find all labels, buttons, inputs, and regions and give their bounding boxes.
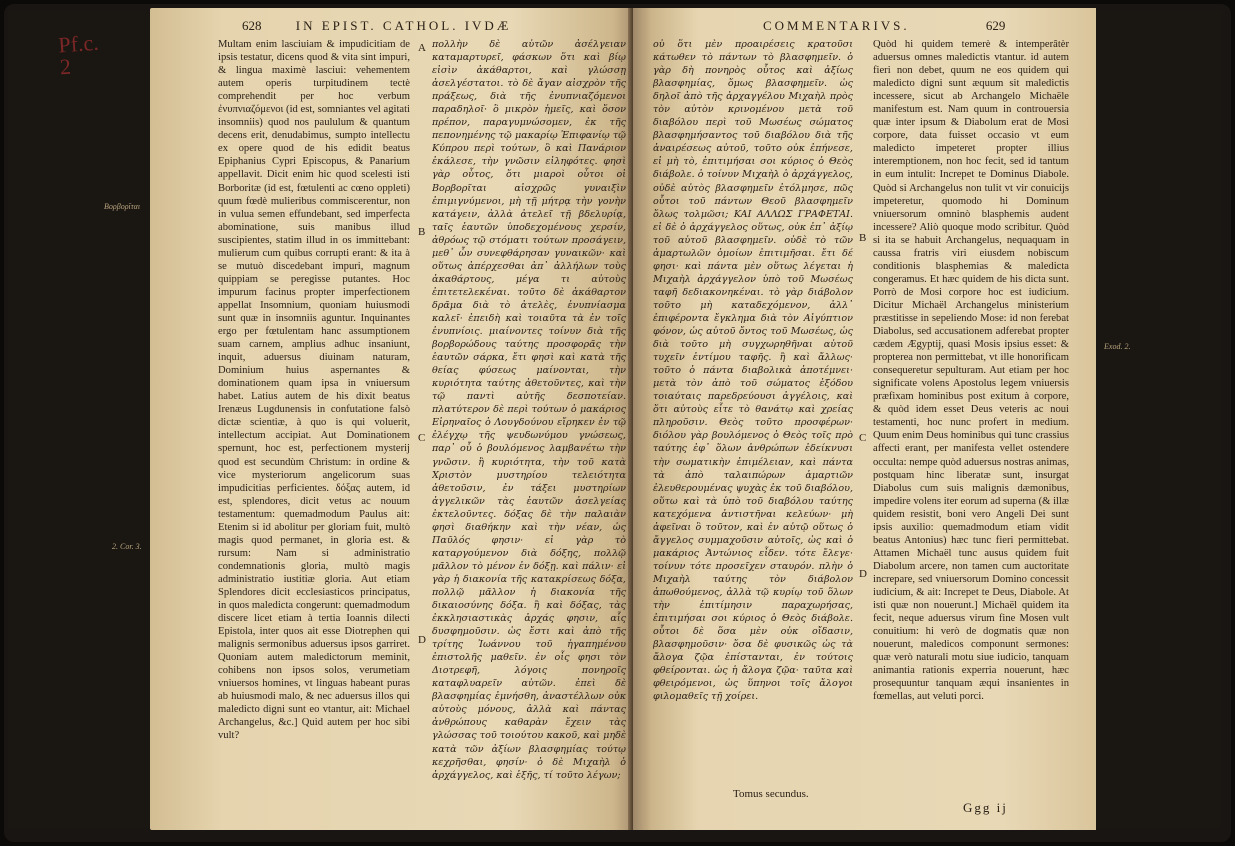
left-book-edge bbox=[8, 10, 150, 828]
right-latin-column bbox=[873, 38, 1069, 783]
left-page bbox=[150, 8, 633, 830]
right-page-number: 629 bbox=[985, 18, 1006, 33]
library-stamp bbox=[58, 30, 133, 105]
column-letter-d-right: D bbox=[859, 568, 867, 580]
left-running-title: IN EPIST. CATHOL. IVDÆ bbox=[295, 18, 512, 33]
signature-mark: Ggg ij bbox=[963, 800, 1008, 815]
column-letter-c-right: C bbox=[859, 432, 867, 444]
right-book-edge bbox=[1096, 10, 1221, 828]
margin-note-borboritae: Βορβορῖται bbox=[104, 202, 141, 211]
column-letter-a: A bbox=[418, 42, 426, 54]
volume-footer: Tomus secundus. bbox=[733, 788, 809, 800]
left-latin-column bbox=[218, 38, 410, 828]
right-greek-column bbox=[653, 38, 853, 783]
left-greek-text: πολλὴν δὲ αὐτῶν ἀσέλγειαν καταμαρτυρεῖ, φάσκων ὅτι καὶ βίῳ εἰσὶν ἀκάθαρτοι, καὶ γλώσσῃ ἀσελγέστατοι. τὸ δὲ ἄγαν αἰσχρὸν τῆς πράξεως, διὰ τῆς ἐνυπνιαζόμενοι παραδηλοῖ· ὃ μικρὸν ἡμεῖς, καὶ ὅσον πρέπον, παραγυμνώσομεν, ἐκ τῆς πεπονημένης τῷ μακαρίῳ Ἐπιφανίῳ τῷ Κύπρου περὶ τούτων, ὃ καὶ Πανάριον ἐκάλεσε, τὴν γνῶσιν εἰληφότες. φησὶ γὰρ οὗτος, ὅτι μιαροὶ οὗτοι οἱ Βορβορῖται αἰσχρῶς γυναιξὶν ἐπιμιγνύμενοι, μὴ τῇ μήτρᾳ τὴν γονὴν κατάγειν, ἀλλὰ ἀτελεῖ τῇ βδελυρίᾳ, ταῖς ἑαυτῶν ὑποδεχομένους χερσίν, ἀθρόως τῷ στόματι τούτων προσάγειν, μεθ᾽ ὧν συνεφθάρησαν γυναικῶν· καὶ οὕτως ἀπέρχεσθαι ἀπ᾽ ἀλλήλων τοὺς ἀκαθάρτους, μέγα τι αὐτοὺς ἐπιτετελεκέναι. τοῦτο δὲ ἀκάθαρτον δρᾶμα διὰ τὸ ἀτελὲς, ἐνυπνίασμα καλεῖ· ἐπειδὴ καὶ τοιαῦτα τὰ ἐν τοῖς ἐνυπνίοις. μιαίνοντες τοίνυν διὰ τῆς βορβορώδους ταύτης προσφορᾶς τὴν ἑαυτῶν σάρκα, ἔτι φησὶ καὶ κατὰ τῆς θείας φύσεως μαίνονται, τὴν κυριότητα ταύτης ἀθετοῦντες, καὶ τὴν τῷ παντὶ αὐτῆς δεσποτείαν. πλατύτερον δὲ περὶ τούτων ὁ μακάριος Εἰρηναῖος ὁ Λουγδούνου εἴρηκεν ἐν τῷ ἐλέγχῳ τῆς ψευδωνύμου γνώσεως, παρ᾽ οὗ ὁ βουλόμενος λαμβανέτω τὴν γνῶσιν. ἢ κυριότητα, τὴν τοῦ κατὰ Χριστὸν μυστηρίου τελειότητα ἀθετοῦσιν, ἐν τάξει μυστηρίων ἀγγελικῶν τὰς ἑαυτῶν ἀσελγείας ἐκτελοῦντες. δόξας δὲ τὴν παλαιὰν φησὶ διαθήκην καὶ τὴν νέαν, ὡς Παῦλός φησιν· εἰ γὰρ τὸ καταργούμενον διὰ δόξης, πολλῷ μᾶλλον τὸ μένον ἐν δόξῃ. καὶ πάλιν· εἰ γὰρ ἡ διακονία τῆς κατακρίσεως δόξα, πολλῷ μᾶλλον ἡ διακονία τῆς δικαιοσύνης δόξα. ἢ καὶ δόξας, τὰς ἐκκλησιαστικὰς ἀρχάς φησιν, αἷς δυσφημοῦσιν. ὡς ἔστι καὶ ἀπὸ τῆς τρίτης Ἰωάννου τοῦ ἠγαπημένου ἐπιστολῆς μαθεῖν. ἐν οἷς φησι τὸν Διοτρεφῆ, λόγοις πονηροῖς καταφλυαρεῖν αὐτῶν. ἐπεὶ δὲ βλασφημίας ἐμνήσθη, ἀναστέλλων οὐκ αὐτοὺς μόνους, ἀλλὰ καὶ πάντας ἀνθρώπους καθαρὰν ἔχειν τὰς γλώσσας τοῦ τοιούτου κακοῦ, καὶ μηδὲ κατὰ τῶν ἀξίων βλασφημίας τούτῳ κεχρῆσθαι, φησίν· ὁ δὲ Μιχαὴλ ὁ ἀρχάγγελος, καὶ ἑξῆς, τί τοῦτο λέγων; bbox=[432, 39, 626, 781]
margin-note-2cor: 2. Cor. 3. bbox=[112, 542, 142, 551]
right-running-title: COMMENTARIVS. bbox=[763, 18, 910, 33]
right-latin-text: Quòd hi quidem temerè & intemperâtèr aduersus omnes maledictis vtantur. id autem fieri non debet, quum ne eos quidem qui maledicto digni sunt æquum sit maledictis incessere, sicut ab Archangelo Michaële manifestum est. Nam quum in controuersia quæ inter ipsum & Diabolum erat de Mosi corpore, data fuisset occasio vt eum maledicto impeteret propter illius interemptionem, non hoc fecit, sed id tantum in eum intulit: Increpet te Dominus Diabole. Quòd si Archangelus non tulit vt vir conuicijs impeteretur, quomodo hi Dominum vniuersorum omninò blasphemis audent incessere? Aliò quoque modo scribitur. Quòd si ita se habuit Archangelus, nequaquam in caussa fratris viri eiusdem nobiscum conditionis blasphemias & maledicta congeramus. Et hæc quidem de his dicta sunt. Porrò de Mosi corpore hoc est iudicium. Dicitur Michaël Archangelus ministerium præstitisse in sepeliendo Mose: id non ferebat Diabolus, sed accusationem adferebat propter cædem Ægyptij, quasi Mosis ipsius esset: & propterea non permittebat, vt ille honorificam consequeretur sepulturam. Aut etiam per hoc significate volens Apostolus legem vniuersis præfixam hominibus post exitum à corpore, & quòd idem esset Deus veteris ac noui testamenti, hoc nunc profert in medium. Quum enim Deus hominibus qui tunc crassius affecti erant, per manifesta vellet ostendere occulta: nempe quòd aduersus nostras animas, postquam hinc liberatæ sunt, insurgat Diabolus cum suis malignis dæmonibus, impedire volens iter eorum ad superna (& illæ quidem resistit, boni vero Angeli Dei sunt ipsis auxilio: quemadmodum etiam vidit beatus Antonius) hæc tunc fieri permittebat. Attamen Michaël tunc ausus quidem fuit Diabolum arcere, non tamen cum auctoritate increpare, sed vniuersorum Domino concessit iudicium, & ait: Increpet te Deus, Diabole. At isti quæ non nouerunt.] Michaël quidem ita fecit, neque aduersus virum fine Mosen vult conuitium: hi verò de dogmatis quæ non nouerunt, maledicos componunt sermones: quæ verò naturali motu siue iudicio, tanquam animantia rationis experria nouerunt, hæc prosequuntur tanquam æqui insanientes in fœmellas, aut veluti porci. bbox=[873, 39, 1069, 703]
column-letter-d: D bbox=[418, 634, 426, 646]
right-page bbox=[633, 8, 1096, 830]
right-greek-text: οὐ ὅτι μὲν προαιρέσεις κρατοῦσι κάτωθεν τὸ πάντων τὸ βλασφημεῖν. ὁ γὰρ δὴ πονηρὸς οὗτος καὶ ἀξίως βλασφημίας, ὅμως βλασφημεῖν. ὡς δηλοῖ ἀπὸ τῆς ἀρχαγγέλου Μιχαὴλ πρὸς τὸν αὐτὸν κρινομένου μετὰ τοῦ διαβόλου περὶ τοῦ Μωσέως σώματος βλασφημήσαντος τοῦ διαβόλου διὰ τῆς ἀναιρέσεως αὐτοῦ, τοῦτο οὐκ ἐπήνεσε, εἰ μὴ τὸ, ἐπιτιμήσαι σοι κύριος ὁ Θεὸς διάβολε. ὁ τοίνυν Μιχαὴλ ὁ ἀρχάγγελος, οὐδὲ αὐτὸς βλασφημεῖν ἐτόλμησε, πῶς οὗτοι τοῦ πάντων Θεοῦ βλασφημεῖν ὅλως τολμῶσι; KAI ΑΛΛΩΣ ΓΡΑΦΕΤΑΙ. εἰ δὲ ὁ ἀρχάγγελος οὕτως, οὐκ ἐπ᾽ ἀξίῳ τοῦ αὐτοῦ βλασφημεῖν. οὐδὲ τὸ τῶν ἁμαρτωλῶν ὁμοίων ἐπιτιμῆσαι. ἔτι δέ φησι· καὶ πάντα μὲν οὕτως λέγεται ἡ Μιχαὴλ ἀρχάγγελον ὑπὸ τοῦ Μωσέως ταφῆ δεδιακονηκέναι. τὸ γὰρ διάβολον τοῦτο μὴ καταδεχόμενον, ἀλλ᾽ ἐπιφέροντα ἔγκλημα διὰ τὸν Αἰγύπτιον φόνον, ὡς αὐτοῦ ὄντος τοῦ Μωσέως, ὡς διὰ τοῦτο μὴ συγχωρηθῆναι αὐτοῦ τυχεῖν ἐντίμου ταφῆς. ἢ καὶ ἄλλως· τοῦτο ὁ πάντα διαβολικὰ ἀποτέμνει· μετὰ τὸν ἀπὸ τοῦ σώματος ἐξόδου τοιαύταις παρεδρεύουσι ἀγγέλοις, καὶ ὅτι αὐτοὺς εἶτε τὸ θανάτῳ καὶ χρείας πληροῦσιν. Θεὸς τοῦτο προσφέρων· διόλου γὰρ βουλόμενος ὁ Θεὸς τοῖς πρὸ ταύτης ἐφ᾽ ὅλων ἀνθρώπων ἐδείκνυσι τὴν σωματικὴν ἐπιμέλειαν, καὶ πάντα τὰ ἀπὸ ταλαιπώρων ἁμαρτιῶν ἐλευθερουμένας ψυχὰς ἐκ τοῦ διαβόλου, οὕτω καὶ τὰ ὑπὸ τοῦ διαβόλου ταύτης κατεχόμενα ἀντιστῆναι κελεύων· μὴ ἀφεῖναι ὃ τοῦτον, καὶ ἐν αὐτῷ οὕτως ὁ ἄγγελος συμμαχοῦσιν αὐτοῖς, ὡς καὶ ὁ μακάριος Ἀντώνιος εἶδεν. τότε ἔλεγε· τοίνυν τότε προσεῖχεν σταυρόν. πλὴν ὁ Μιχαὴλ ταύτης τὸν διάβολον ἀπωθούμενος, ἀλλὰ τῷ κυρίῳ τοῦ ὅλων τὴν ἐπιτίμησιν παραχωρήσας, ἐπιτιμήσαι σοι κύριος ὁ Θεὸς διάβολε. οὗτοι δὲ ὅσα μὲν οὐκ οἴδασιν, βλασφημοῦσιν· ὅσα δὲ φυσικῶς ὡς τὰ ἄλογα ζῷα ἐπίστανται, ἐν τούτοις φθείρονται. ὡς ἡ ἄλογα ζῷα· ταῦτα καὶ φθειρόμενοι, ὡς ὕπηνοι τοῖς ἄλογοι φιλομαθεῖς τῇ χοίρει. bbox=[653, 39, 853, 703]
column-letter-b-right: B bbox=[859, 232, 867, 244]
right-running-head bbox=[763, 18, 1005, 34]
column-letter-b: B bbox=[418, 226, 426, 238]
left-running-head bbox=[242, 18, 511, 34]
left-latin-text: Multam enim lasciuiam & impudicitiam de ipsis testatur, dicens quod & vita sint impuri, & lingua maximè lasciui: vehementem autem operis turpitudinem tectè comprehendit per hoc verbum ἐνυπνιαζόμενοι (id est, somniantes vel agitati insomniis) quod nos paululum & quantum decens erit, denudabimus, sumpto intellectu ex opere quod de his edidit beatus Epiphanius Cypri Episcopus, & Panarium appellavit. Dicit enim hic quod scelesti isti Borboritæ (id est, fœtulenti ac cœno oppleti) quum fœdè mulieribus commiscerentur, non in vulua semen effundebant, sed imperfecta abominatione, suis manibus illud suscipientes, statim illud in os immittebant: mulierum cum quibus corrupti erant: & ita à se mutuò discedebant impuri, magnum quippiam se peregisse putantes. Hoc impurum facinus propter imperfectionem appellat Insomnium, quoniam huiusmodi sunt quæ in insomniis aguntur. Inquinantes ergo per fœtulentam hanc assumptionem suam carnem, amplius adhuc insaniunt, inquit, aduersus diuinam naturam, Dominium huius aspernantes & dominationem quam ipsa in vniuersum habet. Latius autem de his dixit beatus Irenæus Lugdunensis in confutatione falsò dictæ scientiæ, à quo is qui voluerit, intellectum accipiat. Aut Dominationem spernunt, hoc est, perfectionem mysterij quod est secundùm Christum: in ordine & vice mysteriorum angelicorum suas impudicitias perficientes. δόξας autem, id est, splendores, dicit vetus ac nouum testamentum: quemadmodum Paulus ait: Etenim si id abolitur per gloriam fuit, multò magis quod permanet, in gloria est. & rursum: Nam si administratio condemnationis gloria, multò magis administratio iustitiæ gloria. Aut etiam Splendores dicit ecclesiasticos principatus, in quos maledicta congerunt: quemadmodum discere licet etiam à tertia Ioannis dilecti Epistola, inter quos ait esse Diotrephen qui malignis sermonibus aduersus ipsos garriret. Quoniam autem maledictorum meminit, cohibens non ipsos solos, verumetiam vniuersos homines, vt linguas habeant puras ab huiusmodi malo, & nec aduersus illos qui maledicto digni sunt eo vtantur, ait: Michael Archangelus, &c.] Quid autem per hoc sibi vult? bbox=[218, 39, 410, 742]
left-greek-column bbox=[432, 38, 626, 828]
margin-note-exod: Exod. 2. bbox=[1104, 342, 1131, 351]
left-page-number: 628 bbox=[242, 18, 262, 33]
library-stamp-text: Pf.c. 2 bbox=[57, 29, 100, 80]
column-letter-c: C bbox=[418, 432, 426, 444]
